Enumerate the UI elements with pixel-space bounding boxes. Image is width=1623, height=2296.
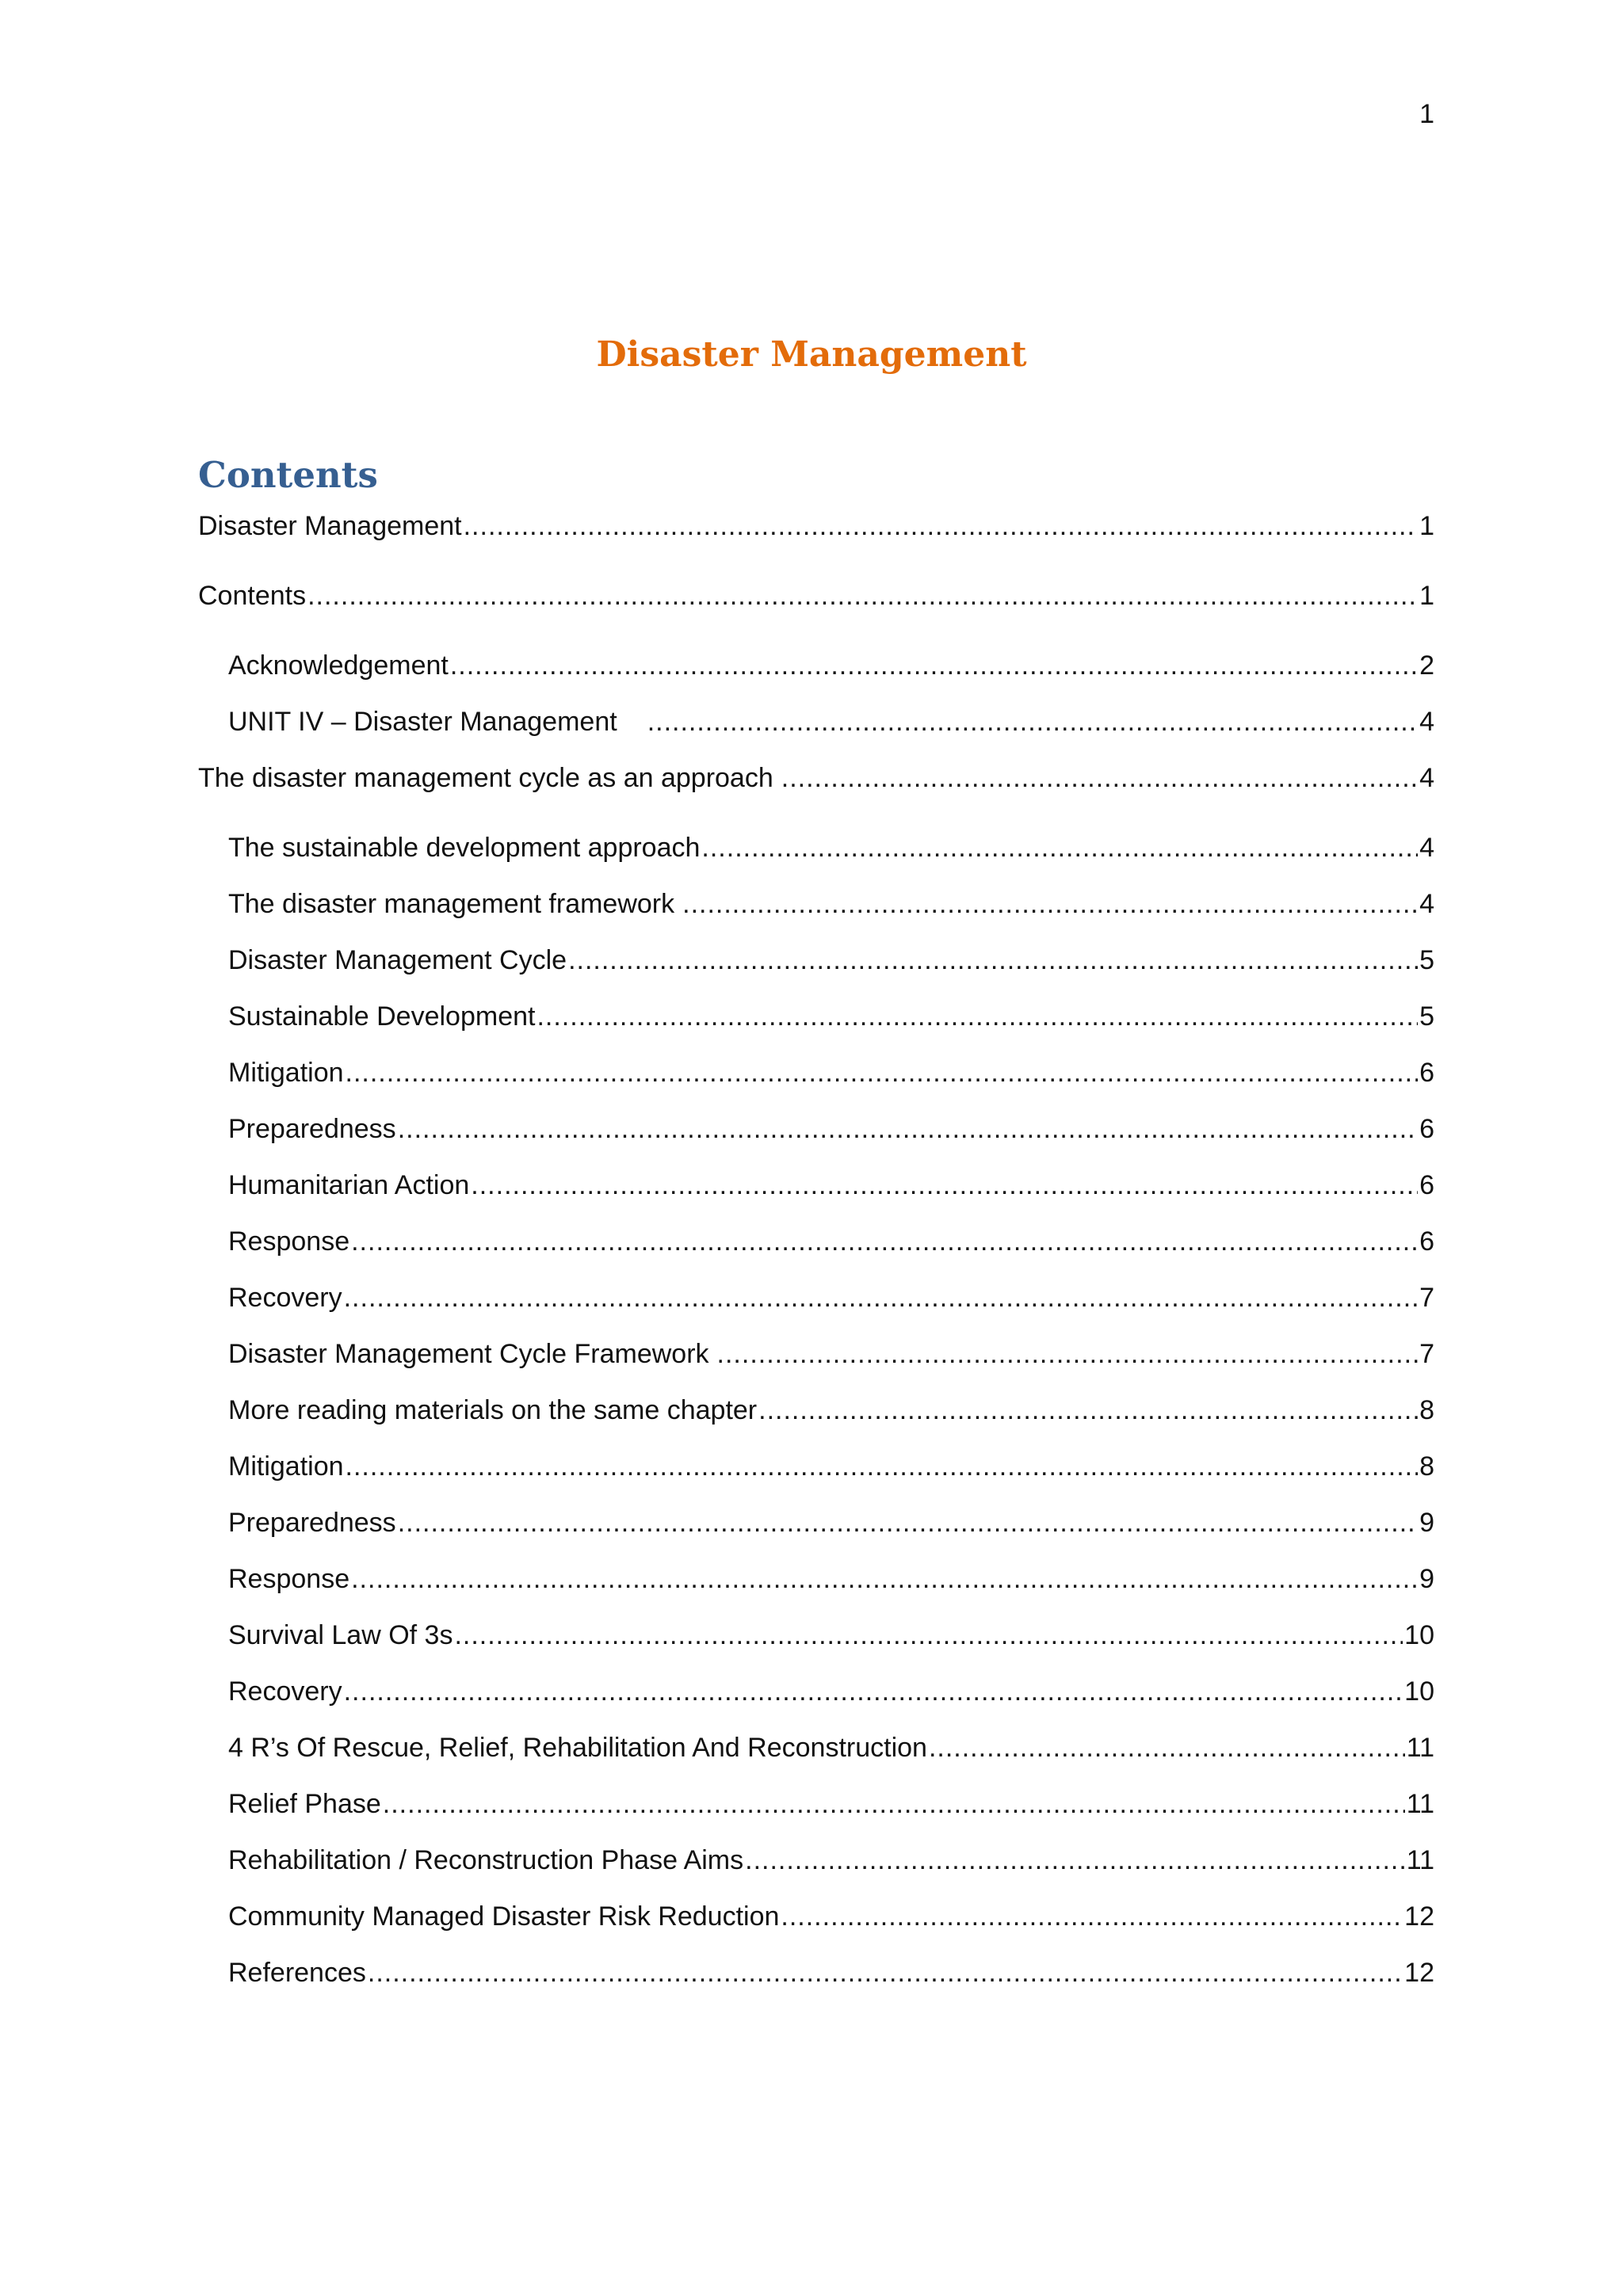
toc-entry[interactable] [228, 1111, 1434, 1147]
toc-entry-label: 4 R’s Of Rescue, Relief, Rehabilitation And Reconstruction [228, 1733, 927, 1763]
toc-entry[interactable] [228, 886, 1434, 922]
toc-entry-page: 1 [1419, 581, 1434, 611]
toc-entry[interactable] [228, 1336, 1434, 1372]
toc-entry-page: 4 [1419, 889, 1434, 919]
toc-entry-label: Preparedness [228, 1114, 396, 1144]
toc-dot-leader [346, 1055, 1419, 1091]
toc-entry-label: Disaster Management [198, 511, 462, 541]
toc-entry-page: 6 [1419, 1170, 1434, 1200]
toc-dot-leader [537, 998, 1418, 1035]
contents-heading: Contents [198, 454, 378, 496]
toc-entry[interactable] [228, 1561, 1434, 1597]
toc-entry[interactable] [228, 1280, 1434, 1316]
toc-entry-label: More reading materials on the same chapter [228, 1395, 758, 1425]
toc-entry-label: References [228, 1958, 366, 1988]
toc-dot-leader [568, 942, 1418, 978]
toc-dot-leader [344, 1280, 1418, 1316]
toc-dot-leader [647, 704, 1418, 740]
toc-entry[interactable] [228, 998, 1434, 1035]
toc-dot-leader [464, 508, 1418, 544]
toc-dot-leader [351, 1223, 1418, 1260]
toc-entry[interactable] [228, 942, 1434, 978]
toc-entry-page: 10 [1404, 1676, 1434, 1707]
toc-entry-page: 9 [1419, 1508, 1434, 1538]
toc-dot-leader [471, 1167, 1418, 1203]
toc-dot-leader [745, 1842, 1405, 1878]
toc-dot-leader [682, 886, 1418, 922]
toc-entry[interactable] [228, 1898, 1434, 1935]
toc-entry-page: 7 [1419, 1283, 1434, 1313]
toc-entry[interactable] [228, 830, 1434, 866]
toc-dot-leader [781, 760, 1418, 796]
toc-entry-label: Relief Phase [228, 1789, 381, 1819]
toc-entry-page: 1 [1419, 511, 1434, 541]
toc-entry-label: Mitigation [228, 1451, 344, 1482]
toc-dot-leader [717, 1336, 1419, 1372]
toc-entry[interactable] [228, 647, 1434, 684]
toc-dot-leader [307, 578, 1418, 614]
toc-entry[interactable] [228, 1223, 1434, 1260]
toc-entry[interactable] [198, 578, 1434, 614]
toc-entry[interactable] [228, 1842, 1434, 1878]
toc-entry-label: Recovery [228, 1283, 342, 1313]
toc-entry-page: 11 [1406, 1789, 1434, 1819]
toc-dot-leader [781, 1898, 1403, 1935]
toc-entry-label: Response [228, 1564, 350, 1594]
toc-entry[interactable] [228, 1786, 1434, 1822]
toc-entry[interactable] [228, 1730, 1434, 1766]
toc-entry-label: Disaster Management Cycle [228, 945, 567, 975]
toc-entry-label: Recovery [228, 1676, 342, 1707]
toc-entry[interactable] [228, 704, 1434, 740]
toc-entry-page: 12 [1404, 1901, 1434, 1932]
toc-dot-leader [351, 1561, 1418, 1597]
page-number: 1 [1419, 99, 1434, 129]
toc-dot-leader [344, 1673, 1403, 1710]
toc-entry-label: The disaster management cycle as an approach [198, 763, 773, 793]
toc-entry-label: Disaster Management Cycle Framework [228, 1339, 709, 1369]
toc-entry[interactable] [228, 1673, 1434, 1710]
toc-entry-page: 6 [1419, 1226, 1434, 1257]
toc-entry-label: Community Managed Disaster Risk Reduction [228, 1901, 780, 1932]
toc-entry-label: Acknowledgement [228, 650, 449, 681]
toc-entry[interactable] [228, 1448, 1434, 1485]
toc-entry-label: The disaster management framework [228, 889, 675, 919]
toc-entry-label: The sustainable development approach [228, 833, 701, 863]
toc-entry-page: 11 [1406, 1845, 1434, 1875]
toc-dot-leader [701, 830, 1418, 866]
toc-dot-leader [383, 1786, 1405, 1822]
toc-dot-leader [454, 1617, 1403, 1653]
toc-entry-page: 5 [1419, 1001, 1434, 1032]
toc-entry[interactable] [228, 1167, 1434, 1203]
toc-entry-page: 4 [1419, 707, 1434, 737]
toc-entry-label: Sustainable Development [228, 1001, 536, 1032]
toc-dot-leader [398, 1111, 1418, 1147]
toc-entry-label: UNIT IV – Disaster Management [228, 707, 617, 737]
toc-dot-leader [929, 1730, 1405, 1766]
toc-entry-page: 5 [1419, 945, 1434, 975]
toc-entry-page: 2 [1419, 650, 1434, 681]
toc-entry-label: Humanitarian Action [228, 1170, 470, 1200]
toc-entry[interactable] [198, 508, 1434, 544]
toc-dot-leader [398, 1505, 1418, 1541]
toc-entry[interactable] [228, 1505, 1434, 1541]
toc-dot-leader [346, 1448, 1419, 1485]
toc-entry-page: 7 [1419, 1339, 1434, 1369]
toc-entry-page: 8 [1419, 1395, 1434, 1425]
toc-entry[interactable] [228, 1955, 1434, 1991]
toc-entry-label: Survival Law Of 3s [228, 1620, 453, 1650]
toc-dot-leader [450, 647, 1418, 684]
toc-entry[interactable] [228, 1392, 1434, 1428]
toc-entry-page: 9 [1419, 1564, 1434, 1594]
toc-entry[interactable] [228, 1617, 1434, 1653]
toc-entry-label: Mitigation [228, 1058, 344, 1088]
toc-entry-label: Rehabilitation / Reconstruction Phase Aims [228, 1845, 744, 1875]
toc-entry[interactable] [198, 760, 1434, 796]
toc-entry-page: 6 [1419, 1114, 1434, 1144]
toc-entry-page: 6 [1419, 1058, 1434, 1088]
toc-entry-page: 4 [1419, 833, 1434, 863]
toc-entry[interactable] [228, 1055, 1434, 1091]
toc-entry-label: Contents [198, 581, 307, 611]
toc-entry-page: 12 [1404, 1958, 1434, 1988]
toc-entry-page: 4 [1419, 763, 1434, 793]
toc-dot-leader [368, 1955, 1403, 1991]
toc-dot-leader [758, 1392, 1418, 1428]
toc-entry-page: 10 [1404, 1620, 1434, 1650]
document-title: Disaster Management [596, 334, 1027, 375]
toc-entry-label: Preparedness [228, 1508, 396, 1538]
toc-entry-page: 11 [1406, 1733, 1434, 1763]
toc-entry-label: Response [228, 1226, 350, 1257]
toc-entry-page: 8 [1419, 1451, 1434, 1482]
